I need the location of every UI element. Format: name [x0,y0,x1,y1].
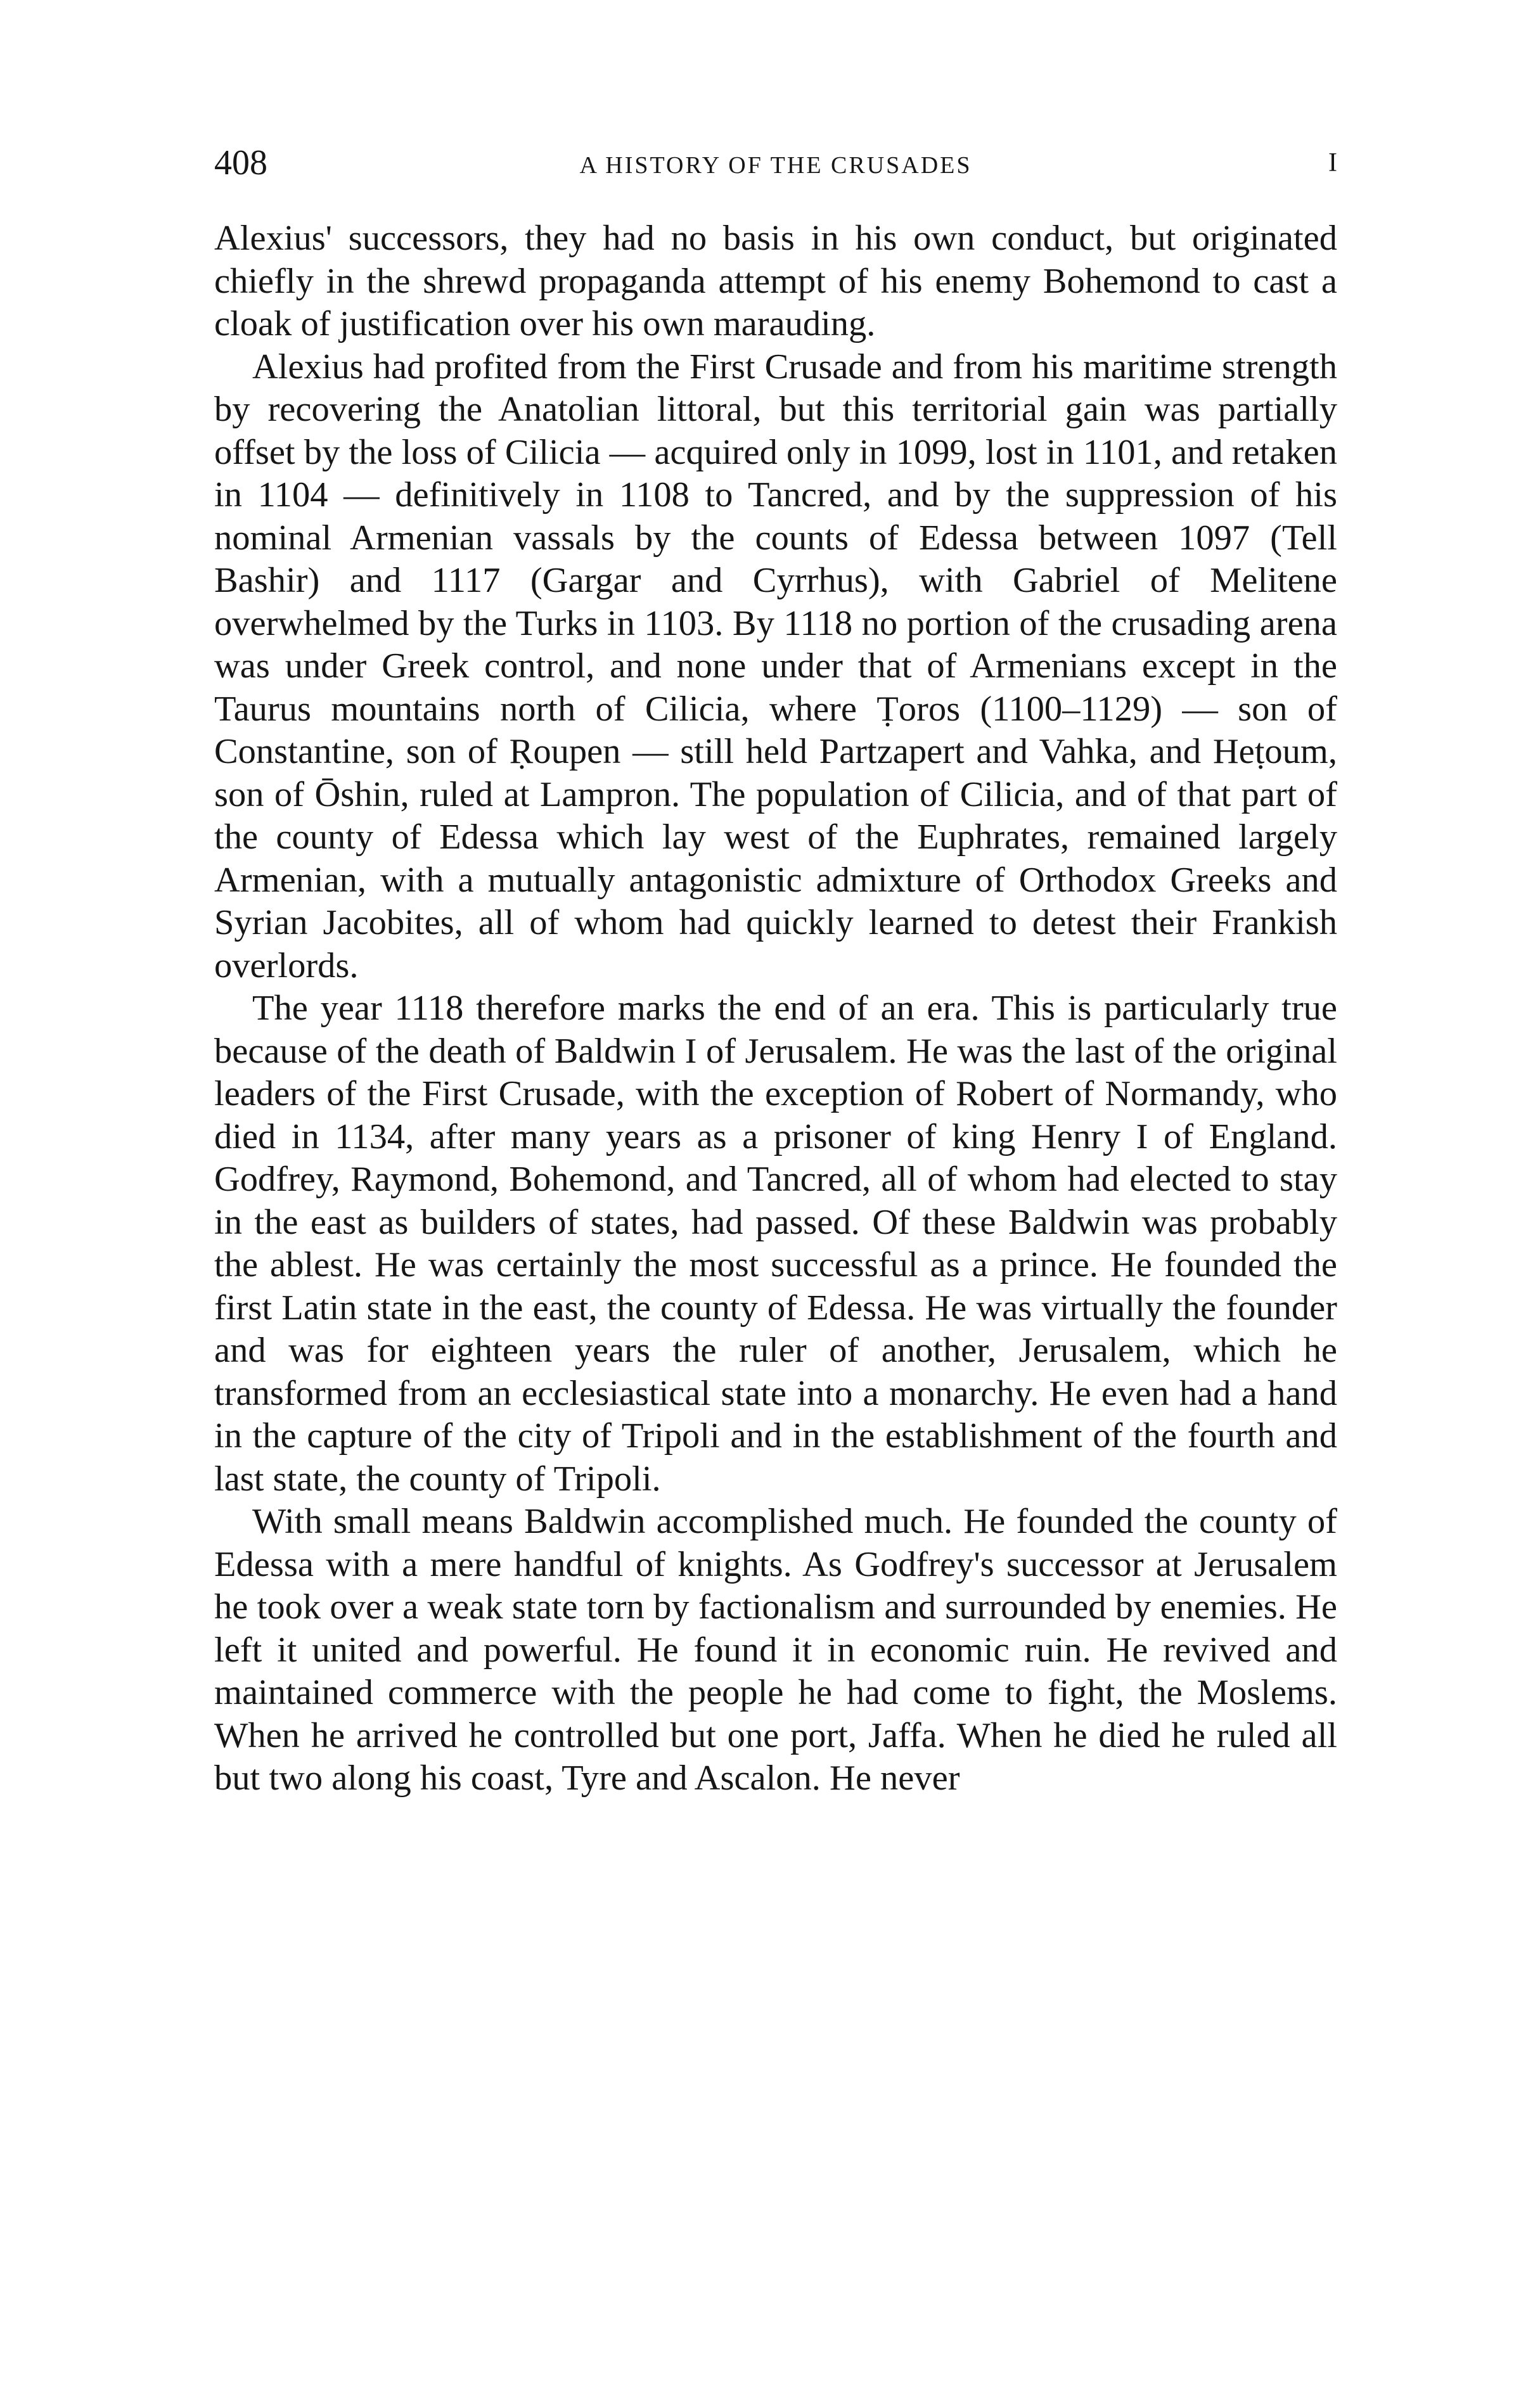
paragraph-cilicia-armenians: Alexius had profited from the First Crusade and from his maritime strength by recovering the Anatolian littoral, but this territorial gain was partially offset by the loss of Cilicia — acquired only in 1099, lost in 1101, and retaken in 1104 — definitively in 1108 to Tancred, and by the suppression of his nominal Armenian vassals by the counts of Edessa between 1097 (Tell Bashir) and 1117 (Gargar and Cyrrhus), with Gabriel of Melitene overwhelmed by the Turks in 1103. By 1118 no portion of the crusading arena was under Greek control, and none under that of Armenians except in the Taurus mountains north of Cilicia, where Ṭoros (1100–1129) — son of Constantine, son of Ṛoupen — still held Partzapert and Vahka, and Heṭoum, son of Ōshin, ruled at Lampron. The population of Cilicia, and of that part of the county of Edessa which lay west of the Euphrates, remained largely Armenian, with a mutually antagonistic admixture of Orthodox Greeks and Syrian Jacobites, all of whom had quickly learned to detest their Frankish overlords. [214,347,1337,985]
running-head [214,141,1337,185]
body-text [214,217,1337,1800]
paragraph-baldwin-achievements: With small means Baldwin accomplished much. He founded the county of Edessa with a mere handful of knights. As Godfrey's successor at Jerusalem he took over a weak state torn by factionalism and surrounded by enemies. He left it united and powerful. He found it in economic ruin. He revived and maintained commerce with the people he had come to fight, the Moslems. When he arrived he controlled but one port, Jaffa. When he died he ruled all but two along his coast, Tyre and Ascalon. He never [214,1502,1337,1798]
paragraph-continuation: Alexius' successors, they had no basis in his own conduct, but originated chiefly in the shrewd propaganda attempt of his enemy Bohemond to cast a cloak of justification over his own marauding. [214,219,1337,343]
paragraph-end-of-era: The year 1118 therefore marks the end of an era. This is particularly true because of the death of Baldwin I of Jerusalem. He was the last of the original leaders of the First Crusade, with the exception of Robert of Normandy, who died in 1134, after many years as a prisoner of king Henry I of England. Godfrey, Raymond, Bohemond, and Tancred, all of whom had elected to stay in the east as builders of states, had passed. Of these Baldwin was probably the ablest. He was certainly the most successful as a prince. He founded the first Latin state in the east, the county of Edessa. He was virtually the founder and was for eighteen years the ruler of another, Jerusalem, which he transformed from an ecclesiastical state into a monarchy. He even had a hand in the capture of the city of Tripoli and in the establishment of the fourth and last state, the county of Tripoli. [214,989,1337,1499]
part-marker: I [1328,148,1337,177]
running-title: A HISTORY OF THE CRUSADES [579,152,972,179]
page-number: 408 [214,143,267,183]
